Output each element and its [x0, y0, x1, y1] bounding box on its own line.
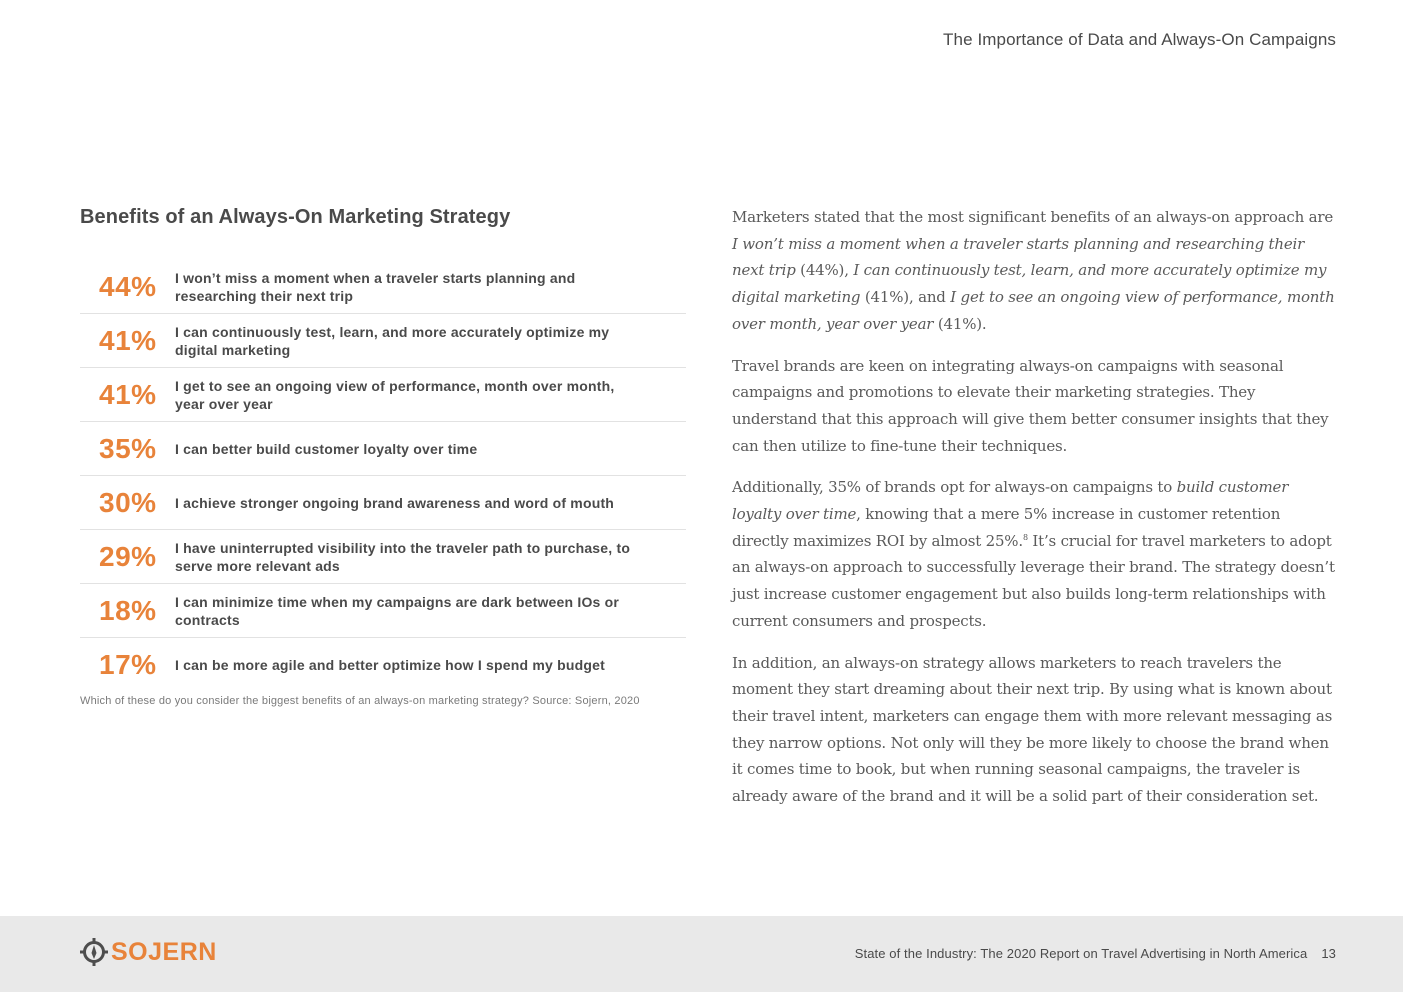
text-run: It’s crucial for travel marketers to adopt an always-on approach to successfully leverage their brand. The strategy doesn’t just increase customer engagement but also builds long-term relationships with current consumers and prospects.: [732, 531, 1335, 630]
stat-label: I can be more agile and better optimize how I spend my budget: [175, 656, 605, 673]
chart-source-caption: Which of these do you consider the biggest benefits of an always-on marketing strategy? Source: Sojern, 2020: [80, 695, 640, 707]
footnote-marker[interactable]: 8: [1022, 532, 1028, 542]
stat-list: [80, 260, 686, 691]
italic-run: I can continuously test, learn, and more accurately optimize my digital marketing: [732, 261, 1327, 307]
stat-percent: 30%: [99, 486, 157, 518]
page-number: 13: [1321, 946, 1336, 961]
body-text: [732, 204, 1338, 825]
stat-percent: 41%: [99, 324, 157, 356]
stat-label: I can minimize time when my campaigns are dark between IOs or contracts: [175, 593, 620, 628]
italic-run: I won’t miss a moment when a traveler starts planning and researching their next trip: [732, 234, 1305, 280]
stat-row: [80, 422, 686, 476]
stat-percent: 17%: [99, 648, 157, 680]
stat-row: [80, 584, 686, 638]
text-run: (41%).: [933, 314, 987, 333]
stat-label: I have uninterrupted visibility into the traveler path to purchase, to serve more relevant ads: [175, 539, 631, 574]
sojern-logo: [80, 938, 217, 966]
stat-percent: 44%: [99, 270, 157, 302]
stat-percent: 35%: [99, 432, 157, 464]
stat-label: I get to see an ongoing view of performance, month over month, year over year: [175, 377, 615, 412]
stat-label: I can better build customer loyalty over time: [175, 440, 478, 457]
report-title: State of the Industry: The 2020 Report on Travel Advertising in North America: [854, 946, 1308, 961]
stat-percent: 18%: [99, 594, 157, 626]
section-title: Benefits of an Always-On Marketing Strategy: [80, 206, 511, 228]
stat-row: [80, 476, 686, 530]
text-run: Additionally, 35% of brands opt for always-on campaigns to: [732, 478, 1177, 497]
paragraph: [732, 474, 1338, 634]
running-head: The Importance of Data and Always-On Campaigns: [943, 30, 1336, 49]
stat-row: [80, 260, 686, 314]
stat-label: I can continuously test, learn, and more accurately optimize my digital marketing: [175, 323, 610, 358]
stat-percent: 29%: [99, 540, 157, 572]
stat-percent: 41%: [99, 378, 157, 410]
italic-run: build customer loyalty over time: [732, 478, 1289, 524]
stat-label: I achieve stronger ongoing brand awareness and word of mouth: [175, 494, 615, 511]
text-run: Marketers stated that the most significant benefits of an always-on approach are: [732, 208, 1334, 226]
paragraph: In addition, an always-on strategy allows marketers to reach travelers the moment they start dreaming about their next trip. By using what is known about their travel intent, marketers can engage them with more relevant messaging as they narrow options. Not only will they be more likely to choose the brand when it comes time to book, but when running seasonal campaigns, the traveler is already aware of the brand and it will be a solid part of their consideration set.: [732, 653, 1333, 806]
logo-wordmark: SOJERN: [111, 938, 217, 966]
stat-row: [80, 530, 686, 584]
stat-label: I won’t miss a moment when a traveler starts planning and researching their next trip: [175, 269, 576, 304]
italic-run: I get to see an ongoing view of performance, month over month, year over year: [732, 288, 1335, 333]
stat-row: [80, 368, 686, 422]
text-run: , knowing that a mere 5% increase in customer retention directly maximizes ROI by almost 25%.: [732, 505, 1281, 550]
text-run: (44%),: [795, 261, 854, 280]
stat-row: [80, 314, 686, 368]
benefits-panel: [80, 202, 686, 707]
paragraph: Travel brands are keen on integrating always-on campaigns with seasonal campaigns and promotions to elevate their marketing strategies. They understand that this approach will give them better consumer insights that they can then utilize to fine-tune their techniques.: [732, 356, 1329, 455]
stat-row: [80, 638, 686, 691]
footer-text: [855, 946, 1336, 961]
paragraph: [732, 204, 1338, 338]
compass-logo-icon: [80, 938, 108, 966]
text-run: (41%), and: [860, 288, 951, 307]
page-footer: [0, 916, 1403, 992]
